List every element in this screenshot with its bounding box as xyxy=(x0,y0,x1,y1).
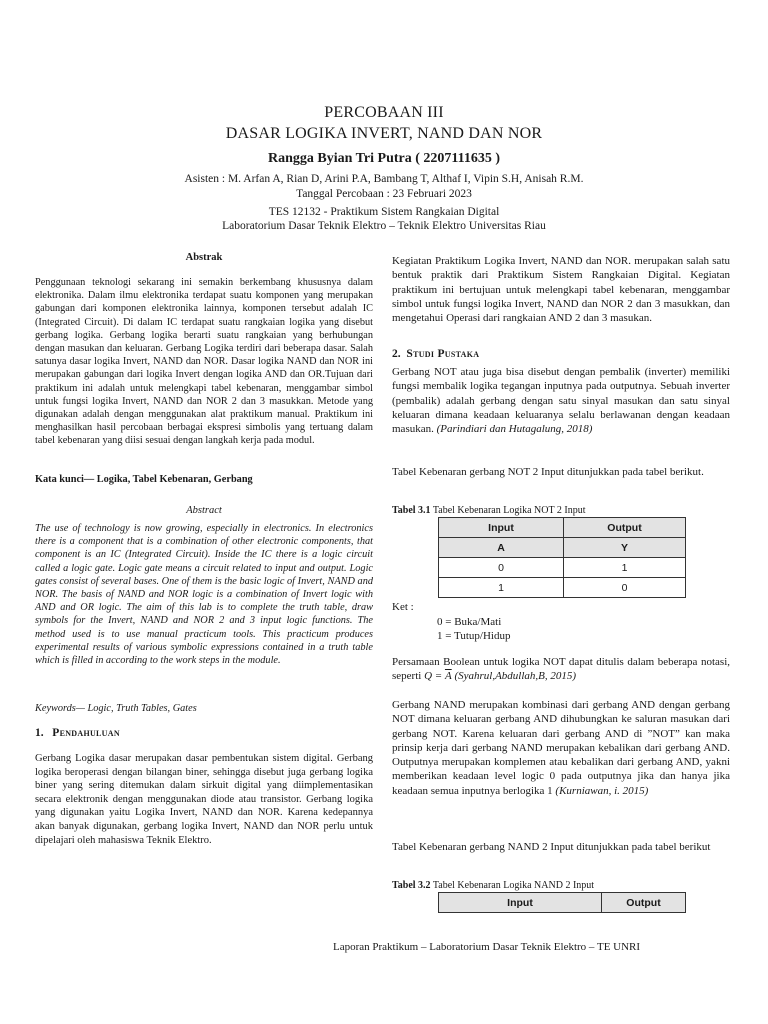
page-footer: Laporan Praktikum – Laboratorium Dasar Teknik Elektro – TE UNRI xyxy=(333,941,641,953)
not-citation: (Parindiari dan Hutagalung, 2018) xyxy=(436,423,593,436)
lab: Laboratorium Dasar Teknik Elektro – Teknik Elektro Universitas Riau xyxy=(222,220,546,232)
table1-sub-y: Y xyxy=(564,538,686,558)
table1-cell: 1 xyxy=(564,558,686,578)
not-text: Gerbang NOT atau juga bisa disebut dengan pembalik (inverter) memiliki fungsi membalik logika tegangan inputnya pada outputnya. Sebuah inverter (pembalik) adalah gerbang dengan satu sinyal masukan dan satu sinyal keluaran dimana keadaan keluaranya selalu berlawanan dengan keadaan masukan. xyxy=(392,366,730,436)
intro-paragraph: Kegiatan Praktikum Logika Invert, NAND dan NOR. merupakan salah satu bentuk praktik dari Praktikum Sistem Rangkaian Digital. Kegiatan praktikum ini bertujuan untuk melengkapi tabel kebenaran, menggambar simbol untuk fungsi logika Invert, NAND dan NOR 2 dan 3 masukkan, dan mengetahui Operasi dari rangkaian AND 2 dan 3 masukan. xyxy=(392,255,730,325)
ket-1: 1 = Tutup/Hidup xyxy=(437,630,511,642)
section1-body: Gerbang Logika dasar merupakan dasar pembentukan sistem digital. Gerbang logika beroperasi dengan bilangan biner, sehingga disebut juga gerbang logika biner yang sering ditemukan dalam sirkuit digital yang diimplementasikan secara elektronik dengan menggunakan diode atau transistor. Gerbang logika yang digunakan yaitu Logika Invert, NAND dan NOR. Karena kedepannya akan banyak digunakan, gerbang logika Invert, NAND dan NOR perlu untuk dipelajari oleh mahasiswa Teknik Elektro. xyxy=(35,753,373,846)
table1-sub-a: A xyxy=(439,538,564,558)
abstrak-body: Penggunaan teknologi sekarang ini semakin berkembang khususnya dalam elektronika. Dalam ilmu elektronika terdapat suatu komponen yang merupakan gabungan dari komponen elektronika lainnya, komponen tersebut adalah IC (Integrated Circuit). Di dalam IC terdapat suatu rangkaian logika yang disebut gerbang logika. Gerbang logika berarti suatu rangkaian yang berhubungan dengan masukan dan keluaran. Gerbang Logika terdiri dari beberapa dasar. Salah satunya dasar logika Invert, NAND dan NOR. Dasar logika NAND dan NOR ini merupakan gabungan dari logika Invert dengan logika AND dan OR.Tujuan dari praktikum ini adalah untuk melengkapi tabel kebenaran, menggambar simbol untuk fungsi logika Invert, NAND dan NOR 2 dan 3 masukkan. Metode yang digunakan adalah dengan menggunakan alat praktikum manual. Praktikum ini menghasilkan hasil percobaan berbagai ekspresi simbolis yang tertuang dalam tabel kebenaran yang diisi sesuai dengan langkah kerja pada modul. xyxy=(35,277,373,447)
table2-head-input: Input xyxy=(439,893,602,913)
nand-truth-table xyxy=(438,892,686,913)
abstract-heading: Abstract xyxy=(186,505,222,516)
title-line-2: DASAR LOGIKA INVERT, NAND DAN NOR xyxy=(225,125,543,142)
ket-label: Ket : xyxy=(392,601,414,613)
section1-number: 1. xyxy=(35,727,44,739)
section2-title: Studi Pustaka xyxy=(406,348,480,360)
nand-citation: (Kurniawan, i. 2015) xyxy=(555,784,649,797)
kata-kunci: Kata kunci— Logika, Tabel Kebenaran, Gerbang xyxy=(35,474,253,485)
table1-cell: 1 xyxy=(439,578,564,598)
nand-paragraph xyxy=(392,698,730,798)
table2-label: Tabel 3.2 xyxy=(392,880,431,891)
table1-label: Tabel 3.1 xyxy=(392,505,431,516)
title-line-1: PERCOBAAN III xyxy=(324,104,444,121)
assistants: Asisten : M. Arfan A, Rian D, Arini P.A, Bambang T, Althaf I, Vipin S.H, Anisah R.M. xyxy=(184,173,584,185)
section1-heading xyxy=(35,727,120,739)
table1-caption xyxy=(392,505,586,516)
table1-cell: 0 xyxy=(564,578,686,598)
table2-caption xyxy=(392,880,594,891)
boolean-citation: (Syahrul,Abdullah,B, 2015) xyxy=(454,670,577,683)
boolean-text: Persamaan Boolean untuk logika NOT dapat ditulis dalam beberapa notasi, seperti xyxy=(392,656,730,683)
not-truth-table xyxy=(438,517,686,598)
boolean-a-bar: $\overline{A}$ xyxy=(444,670,452,683)
table2-head-output: Output xyxy=(602,893,686,913)
table-row xyxy=(439,558,686,578)
abstract-body: The use of technology is now growing, especially in electronics. In electronics there is a component that is a combination of other electronic components, that component is an IC (Integrated Circuit). Inside the IC there is a logic circuit called a logic gate. Logic gate means a circuit related to input and output. Logic gates consist of several bases. One of them is the basic logic of Invert, NAND and NOR. The basis of NAND and NOR logic is a combination of Invert logic with AND and OR logic. The aim of this lab is to complete the truth table, draw symbols for the Invert, NAND and NOR 2 and 3 input logic functions. The method used is to use manual practicum tools. This practicum produces experimental results of various symbolic expressions contained in a truth table which is filled in according to the work steps in the module. xyxy=(35,523,373,667)
ket-0: 0 = Buka/Mati xyxy=(437,616,502,628)
table1-head-output: Output xyxy=(564,518,686,538)
date: Tanggal Percobaan : 23 Februari 2023 xyxy=(296,188,472,200)
section2-number: 2. xyxy=(392,348,401,360)
section1-title: Pendahuluan xyxy=(52,727,120,739)
table1-head-input: Input xyxy=(439,518,564,538)
table1-caption-text: Tabel Kebenaran Logika NOT 2 Input xyxy=(432,505,586,516)
table-row xyxy=(439,578,686,598)
abstrak-heading: Abstrak xyxy=(185,252,223,263)
nand-text: Gerbang NAND merupakan kombinasi dari gerbang AND dengan gerbang NOT dimana keluaran gerbang AND dihubungkan ke saluran masukan dari gerbang NOT. Karena keluaran dari gerbang AND di ”NOT” kan maka prinsip kerja dari gerbang NAND merupakan kebalikan dari gerbang AND. Outputnya merupakan komplemen atau kebalikan dari gerbang AND, yakni memberikan keadaan level logic 0 pada outputnya jika dan hanya jika keadaan semua inputnya berlogika 1 xyxy=(392,699,730,797)
table1-cell: 0 xyxy=(439,558,564,578)
boolean-paragraph xyxy=(392,655,730,684)
course: TES 12132 - Praktikum Sistem Rangkaian Digital xyxy=(268,206,500,218)
keywords: Keywords— Logic, Truth Tables, Gates xyxy=(35,703,197,714)
not-table-intro: Tabel Kebenaran gerbang NOT 2 Input ditunjukkan pada tabel berikut. xyxy=(392,466,704,478)
not-paragraph xyxy=(392,365,730,436)
section2-heading xyxy=(392,348,479,360)
boolean-q: Q = xyxy=(424,670,443,683)
author: Rangga Byian Tri Putra ( 2207111635 ) xyxy=(267,151,501,166)
nand-table-intro: Tabel Kebenaran gerbang NAND 2 Input ditunjukkan pada tabel berikut xyxy=(392,841,711,853)
table2-caption-text: Tabel Kebenaran Logika NAND 2 Input xyxy=(432,880,595,891)
